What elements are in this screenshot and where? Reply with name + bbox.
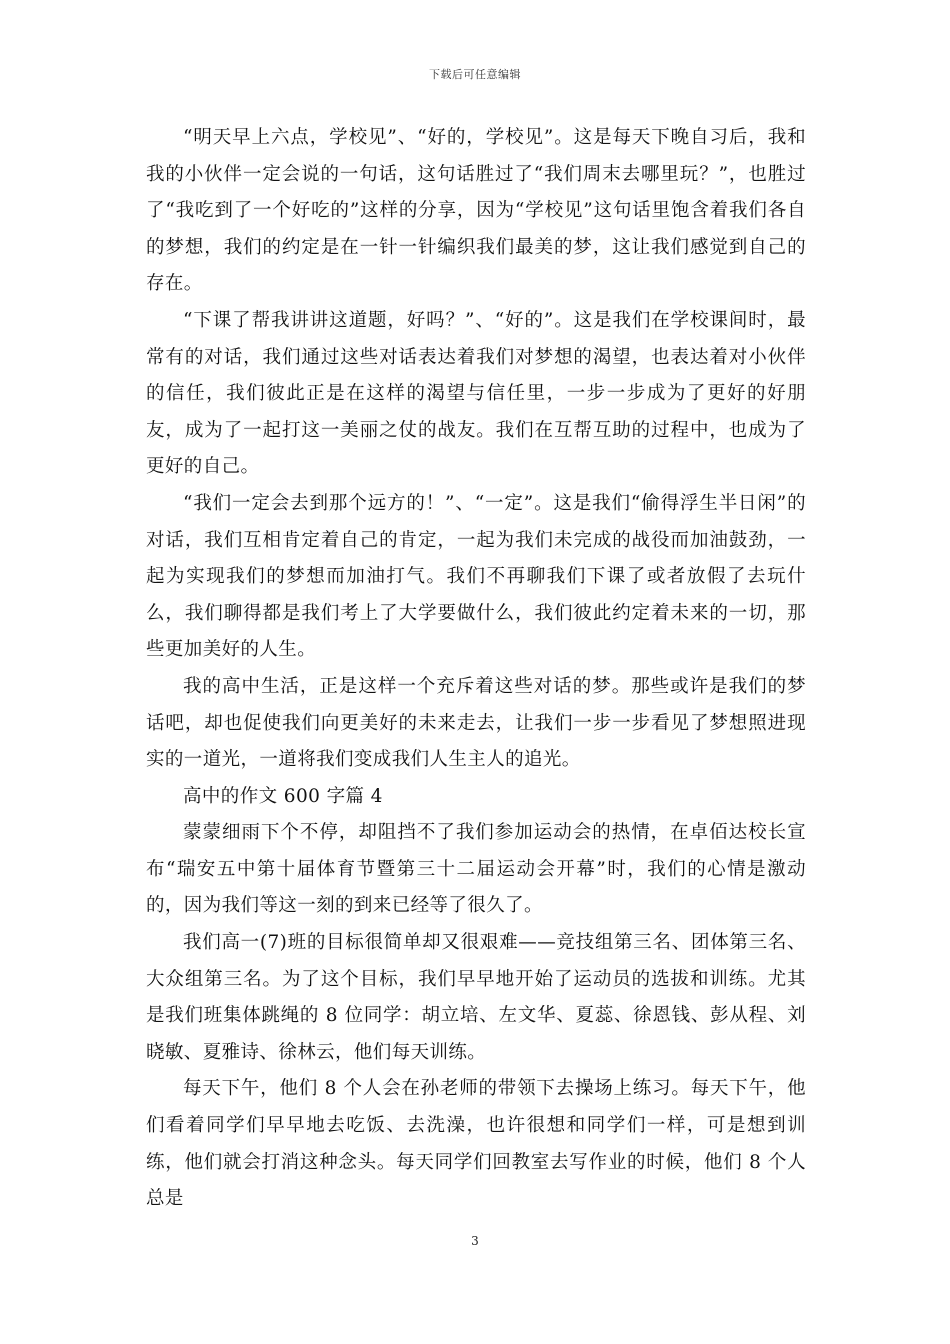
paragraph: “我们一定会去到那个远方的！”、“一定”。这是我们“偷得浮生半日闲”的对话，我们互相肯定着自己的肯定，一起为我们未完成的战役而加油鼓劲，一起为实现我们的梦想而加油打气。我们不再聊我们下课了或者放假了去玩什么，我们聊得都是我们考上了大学要做什么，我们彼此约定着未来的一切，那些更加美好的人生。: [146, 492, 806, 661]
page-header-note: 下载后可任意编辑: [429, 68, 521, 81]
paragraph: “明天早上六点，学校见”、“好的，学校见”。这是每天下晚自习后，我和我的小伙伴一定会说的一句话，这句话胜过了“我们周末去哪里玩？”，也胜过了“我吃到了一个好吃的”这样的分享，因为“学校见”这句话里饱含着我们各自的梦想，我们的约定是在一针一针编织我们最美的梦，这让我们感觉到自己的存在。: [146, 127, 806, 295]
paragraph: 蒙蒙细雨下个不停，却阻挡不了我们参加运动会的热情，在卓佰达校长宣布“瑞安五中第十届体育节暨第三十二届运动会开幕”时，我们的心情是激动的，因为我们等这一刻的到来已经等了很久了。: [146, 822, 806, 917]
paragraph: 每天下午，他们 8 个人会在孙老师的带领下去操场上练习。每天下午，他们看着同学们早早地去吃饭、去洗澡，也许很想和同学们一样，可是想到训练，他们就会打消这种念头。每天同学们回教室去写作业的时候，他们 8 个人总是: [146, 1078, 806, 1210]
page-number: 3: [471, 1234, 479, 1248]
paragraph: 我们高一(7)班的目标很简单却又很艰难——竞技组第三名、团体第三名、大众组第三名。为了这个目标，我们早早地开始了运动员的选拔和训练。尤其是我们班集体跳绳的 8 位同学：胡立培、左文华、夏蕊、徐恩钱、彭从程、刘晓敏、夏雅诗、徐林云，他们每天训练。: [146, 932, 806, 1063]
paragraph: “下课了帮我讲讲这道题，好吗？”、“好的”。这是我们在学校课间时，最常有的对话，我们通过这些对话表达着我们对梦想的渴望，也表达着对小伙伴的信任，我们彼此正是在这样的渴望与信任里，一步一步成为了更好的好朋友，成为了一起打这一美丽之仗的战友。我们在互帮互助的过程中，也成为了更好的自己。: [146, 309, 806, 478]
document-body: [146, 120, 806, 1218]
section-heading: 高中的作文 600 字篇 4: [183, 785, 383, 807]
paragraph: 我的高中生活，正是这样一个充斥着这些对话的梦。那些或许是我们的梦话吧，却也促使我们向更美好的未来走去，让我们一步一步看见了梦想照进现实的一道光，一道将我们变成我们人生主人的追光。: [146, 675, 806, 771]
